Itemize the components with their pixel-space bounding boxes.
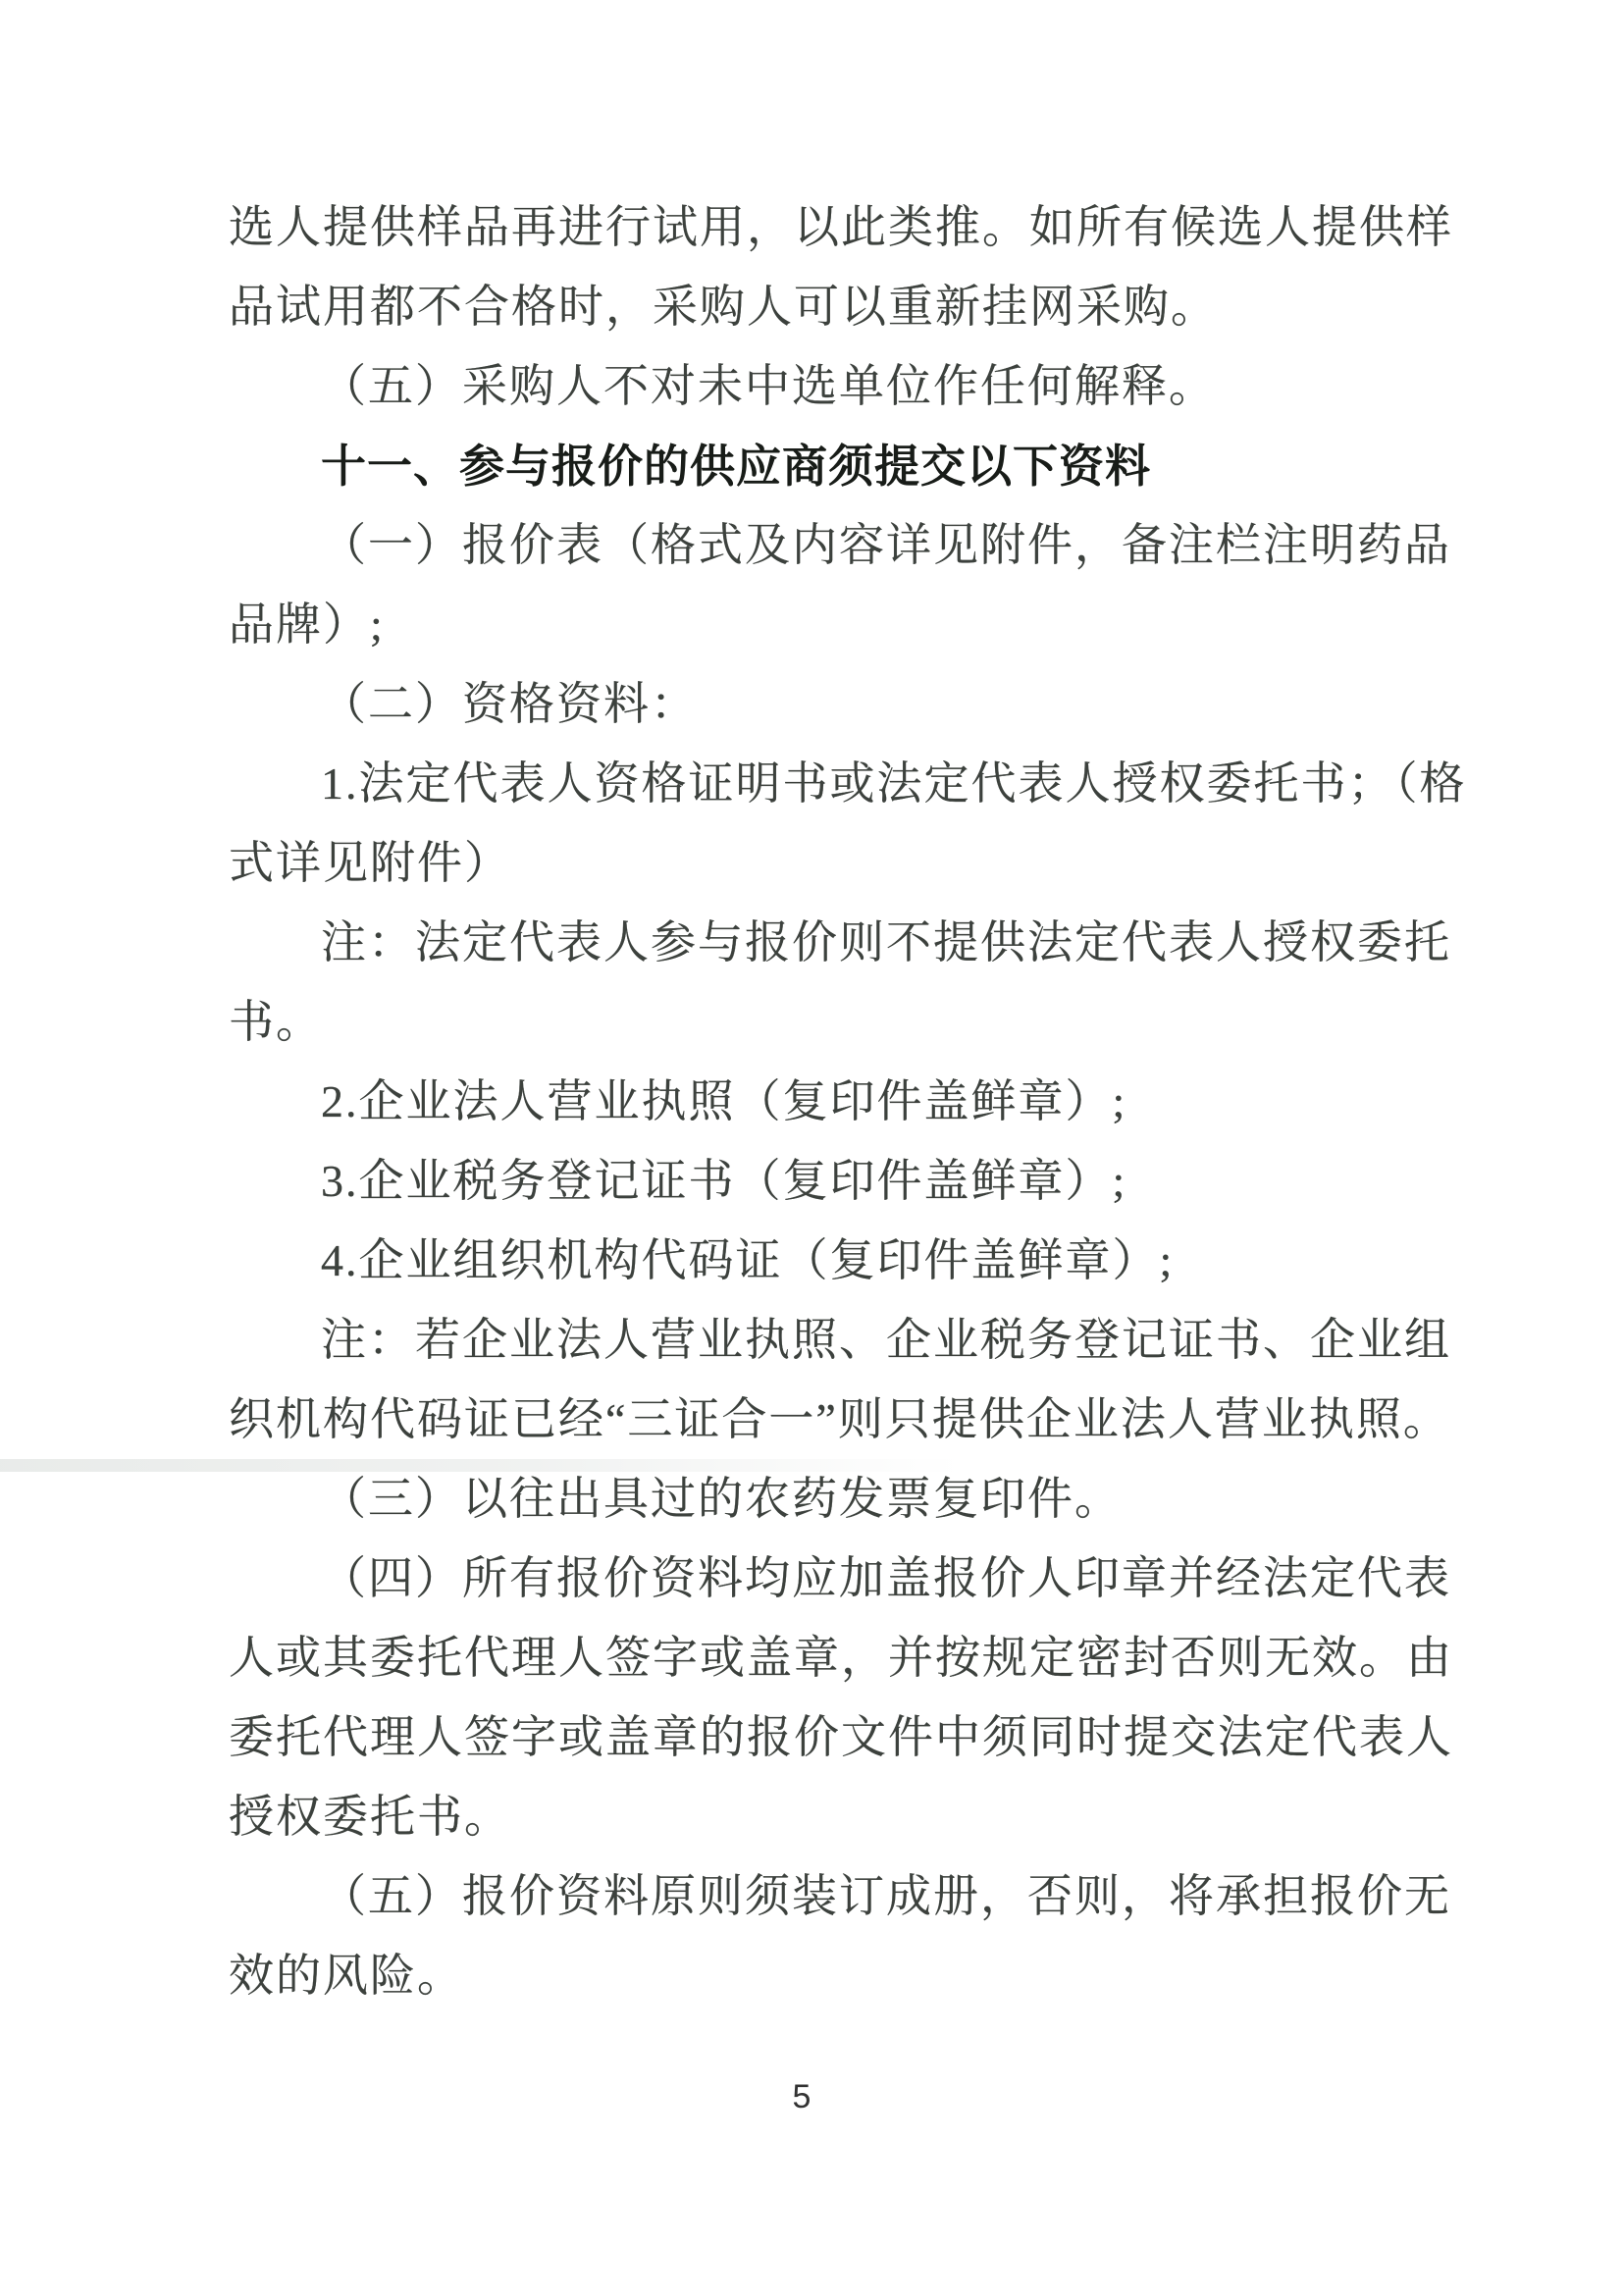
text-line: （三）以往出具过的农药发票复印件。 bbox=[321, 1474, 1122, 1524]
text-line: 授权委托书。 bbox=[229, 1792, 511, 1842]
text-line: 品试用都不合格时，采购人可以重新挂网采购。 bbox=[229, 282, 1218, 332]
text-line: （一）报价表（格式及内容详见附件，备注栏注明药品 bbox=[321, 520, 1451, 570]
text-line: （二）资格资料： bbox=[321, 679, 698, 729]
text-line: 委托代理人签字或盖章的报价文件中须同时提交法定代表人 bbox=[229, 1712, 1453, 1762]
text-line: （五）采购人不对未中选单位作任何解释。 bbox=[321, 361, 1216, 411]
text-line: 注：若企业法人营业执照、企业税务登记证书、企业组 bbox=[321, 1315, 1451, 1365]
section-heading-line: 十一、参与报价的供应商须提交以下资料 bbox=[321, 441, 1151, 492]
text-line: 织机构代码证已经“三证合一”则只提供企业法人营业执照。 bbox=[229, 1394, 1450, 1444]
text-line: 品牌）; bbox=[229, 600, 385, 650]
text-line: 注：法定代表人参与报价则不提供法定代表人授权委托 bbox=[321, 917, 1451, 967]
text-line: 选人提供样品再进行试用，以此类推。如所有候选人提供样 bbox=[229, 202, 1453, 252]
text-line: 4.企业组织机构代码证（复印件盖鲜章）; bbox=[321, 1235, 1175, 1285]
text-line: 效的风险。 bbox=[229, 1951, 464, 2001]
text-line: 1.法定代表人资格证明书或法定代表人授权委托书；（格 bbox=[321, 758, 1467, 809]
text-line: 式详见附件） bbox=[229, 838, 511, 888]
text-line: （五）报价资料原则须装订成册，否则，将承担报价无 bbox=[321, 1871, 1451, 1921]
text-line: 3.企业税务登记证书（复印件盖鲜章）; bbox=[321, 1156, 1127, 1206]
text-line: （四）所有报价资料均应加盖报价人印章并经法定代表 bbox=[321, 1553, 1451, 1603]
page-number: 5 bbox=[792, 2078, 812, 2115]
text-line: 书。 bbox=[229, 997, 323, 1047]
text-line: 人或其委托代理人签字或盖章，并按规定密封否则无效。由 bbox=[229, 1633, 1453, 1683]
text-line: 2.企业法人营业执照（复印件盖鲜章）; bbox=[321, 1076, 1127, 1126]
